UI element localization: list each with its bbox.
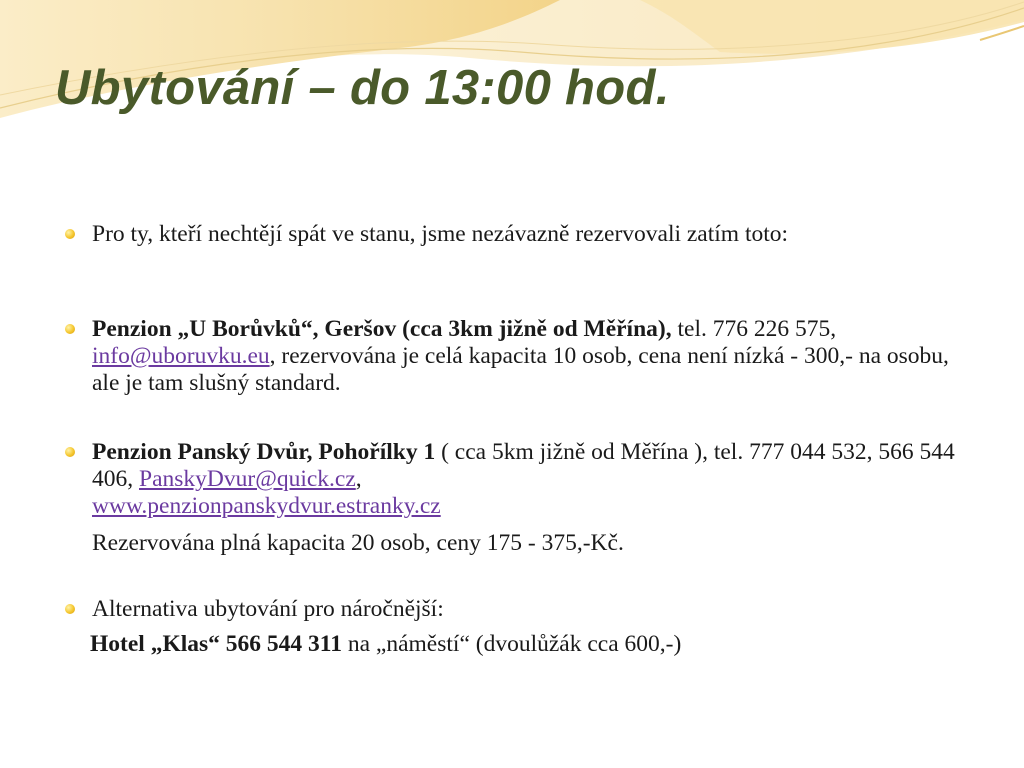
penzion-pansky-dvur-email-link[interactable]: PanskyDvur@quick.cz xyxy=(139,466,356,492)
penzion-uboruvku-details: , rezervována je celá kapacita 10 osob, cena není nízká - 300,- na osobu, ale je tam slušný standard. xyxy=(92,343,949,396)
bullet-icon xyxy=(65,324,75,334)
hotel-klas-line xyxy=(90,631,681,658)
penzion-uboruvku-name: Penzion „U Borůvků“, Geršov (cca 3km jižně od Měřína), xyxy=(92,316,672,342)
penzion-pansky-dvur-website-link[interactable]: www.penzionpanskydvur.estranky.cz xyxy=(92,493,441,519)
penzion-pansky-dvur-paragraph xyxy=(92,439,972,520)
bullet-icon xyxy=(65,604,75,614)
hotel-klas-detail: na „náměstí“ (dvoulůžák cca 600,-) xyxy=(341,631,682,657)
intro-text: Pro ty, kteří nechtějí spát ve stanu, jsme nezávazně rezervovali zatím toto: xyxy=(92,221,789,247)
slide-title: Ubytování – do 13:00 hod. xyxy=(55,61,670,115)
alternative-paragraph xyxy=(92,596,972,623)
penzion-pansky-dvur-name: Penzion Panský Dvůr, Pohořílky 1 xyxy=(92,439,436,465)
alternative-text: Alternativa ubytování pro náročnější: xyxy=(92,596,444,622)
hotel-klas-name: Hotel „Klas“ 566 544 311 xyxy=(90,631,342,657)
intro-paragraph xyxy=(92,221,972,248)
penzion-uboruvku-tel: tel. 776 226 575, xyxy=(671,316,837,342)
bullet-icon xyxy=(65,447,75,457)
bullet-icon xyxy=(65,229,75,239)
reservation-note: Rezervována plná kapacita 20 osob, ceny 175 - 375,-Kč. xyxy=(92,530,624,556)
penzion-pansky-dvur-details: ( cca 5km jižně od Měřína ), tel. 777 044 532, 566 544 406, xyxy=(92,439,955,492)
penzion-uboruvku-email-link[interactable]: info@uboruvku.eu xyxy=(92,343,270,369)
link-separator: , xyxy=(355,466,362,492)
penzion-uboruvku-paragraph xyxy=(92,316,972,397)
